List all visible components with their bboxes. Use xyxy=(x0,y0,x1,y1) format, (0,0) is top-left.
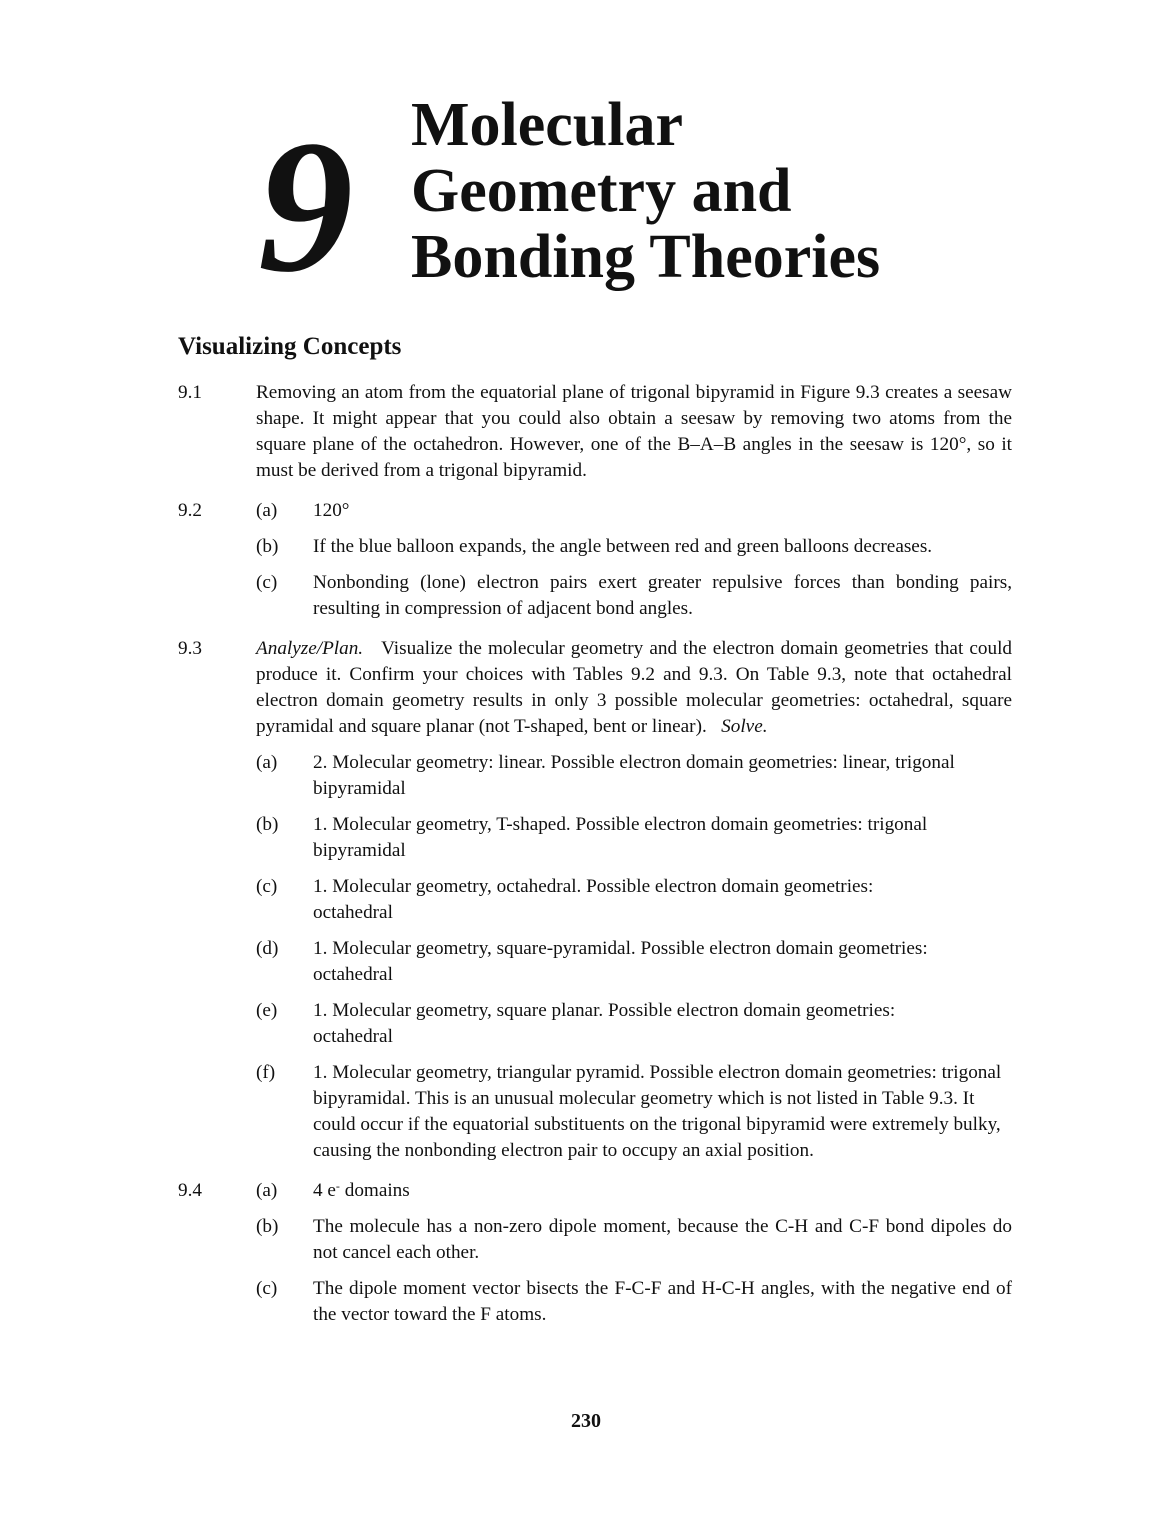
sub-label: (b) xyxy=(256,814,279,835)
chapter-title-line-3: Bonding Theories xyxy=(411,223,881,291)
sub-part-a xyxy=(256,750,1012,802)
problem-number: 9.2 xyxy=(178,500,202,521)
chapter-title-line-2: Geometry and xyxy=(411,157,792,225)
sub-part-e xyxy=(256,998,1012,1050)
sub-text: 120° xyxy=(313,500,350,521)
sub-text: 1. Molecular geometry, octahedral. Possible electron domain geometries: octahedral xyxy=(313,876,874,923)
chapter-title xyxy=(411,92,880,290)
sub-text: The dipole moment vector bisects the F-C-F and H-C-H angles, with the negative end of the vector toward the F atoms. xyxy=(313,1278,1012,1325)
sub-label: (c) xyxy=(256,876,278,897)
sub-label: (c) xyxy=(256,572,278,593)
sub-text: 1. Molecular geometry, square planar. Possible electron domain geometries: octahedral xyxy=(313,1000,896,1047)
sub-label: (a) xyxy=(256,500,278,521)
problem-preamble xyxy=(256,636,1012,740)
sub-label: (c) xyxy=(256,1278,278,1299)
sub-label: (f) xyxy=(256,1062,276,1083)
sub-text: Nonbonding (lone) electron pairs exert greater repulsive forces than bonding pairs, resulting in compression of adjacent bond angles. xyxy=(313,572,1012,619)
problem-9-2 xyxy=(178,498,1012,622)
sub-text: 1. Molecular geometry, T-shaped. Possible electron domain geometries: trigonal bipyramidal xyxy=(313,814,928,861)
sub-part-d xyxy=(256,936,1012,988)
sub-label: (a) xyxy=(256,1180,278,1201)
electron-count: 4 e xyxy=(313,1180,336,1201)
analyze-plan-label: Analyze/Plan. xyxy=(256,638,364,659)
sub-label: (e) xyxy=(256,1000,278,1021)
chapter-title-line-1: Molecular xyxy=(411,91,684,159)
problem-text: Removing an atom from the equatorial plane of trigonal bipyramid in Figure 9.3 creates a seesaw shape. It might appear that you could also obtain a seesaw by removing two atoms from the square plane of the octahedron. However, one of the B–A–B angles in the seesaw is 120°, so it must be derived from a trigonal bipyramid. xyxy=(256,382,1012,481)
sub-part-a xyxy=(256,1178,1012,1204)
sub-text: 1. Molecular geometry, square-pyramidal. Possible electron domain geometries: octahedral xyxy=(313,938,928,985)
sub-part-b xyxy=(256,534,1012,560)
sub-part-a xyxy=(256,498,1012,524)
chapter-number: 9 xyxy=(258,102,349,312)
sub-label: (b) xyxy=(256,1216,279,1237)
section-heading: Visualizing Concepts xyxy=(178,333,402,360)
sub-part-c xyxy=(256,1276,1012,1328)
problem-number: 9.4 xyxy=(178,1180,202,1201)
sub-text: If the blue balloon expands, the angle between red and green balloons decreases. xyxy=(313,536,933,557)
sub-text xyxy=(313,1178,1012,1204)
sub-part-c xyxy=(256,570,1012,622)
sub-text: 2. Molecular geometry: linear. Possible electron domain geometries: linear, trigonal bipyramidal xyxy=(313,752,955,799)
problem-9-4 xyxy=(178,1178,1012,1328)
sub-label: (b) xyxy=(256,536,279,557)
solve-label: Solve. xyxy=(721,716,768,737)
sub-text: 1. Molecular geometry, triangular pyramid. Possible electron domain geometries: trigonal bipyramidal. This is an unusual molecular geometry which is not listed in Table 9.3. It could occur if the equatorial substituents on the trigonal bipyramid were extremely bulky, causing the nonbonding electron pair to occupy an axial position. xyxy=(313,1062,1002,1161)
sub-label: (d) xyxy=(256,938,279,959)
problem-number: 9.1 xyxy=(178,382,202,403)
domains-word: domains xyxy=(339,1180,410,1201)
sub-part-f xyxy=(256,1060,1012,1164)
sub-part-b xyxy=(256,1214,1012,1266)
sub-text: The molecule has a non-zero dipole moment, because the C-H and C-F bond dipoles do not cancel each other. xyxy=(313,1216,1012,1263)
page-number: 230 xyxy=(571,1410,601,1432)
problem-number: 9.3 xyxy=(178,638,202,659)
solutions-content xyxy=(178,380,1012,1340)
sub-label: (a) xyxy=(256,752,278,773)
problem-9-3 xyxy=(178,636,1012,1164)
preamble-text: Visualize the molecular geometry and the electron domain geometries that could produce it. Confirm your choices with Tables 9.2 and 9.3. On Table 9.3, note that octahedral electron domain geometry results in only 3 possible molecular geometries: octahedral, square pyramidal and square planar (not T-shaped, bent or linear). xyxy=(256,638,1013,737)
superscript-minus: - xyxy=(335,1179,340,1193)
sub-part-b xyxy=(256,812,1012,864)
sub-part-c xyxy=(256,874,1012,926)
problem-9-1 xyxy=(178,380,1012,484)
